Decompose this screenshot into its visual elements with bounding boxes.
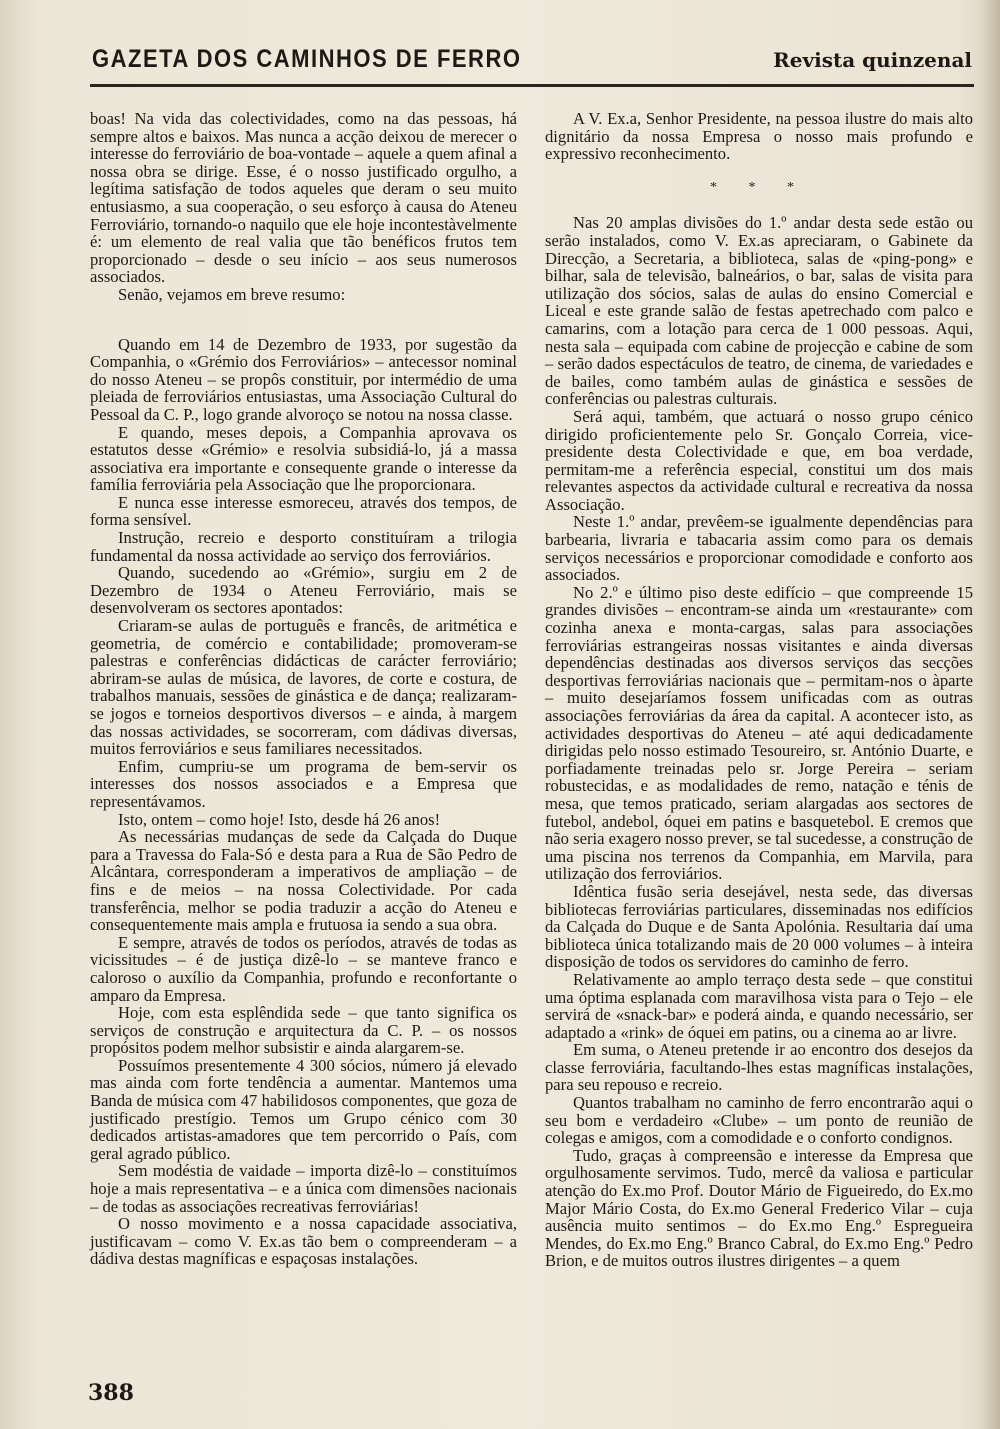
paragraph: Quantos trabalham no caminho de ferro encontrarão aqui o seu bom e verdadeiro «Clube» – um ponto de reunião de colegas e amigos, com a comodidade e o conforto condignos. — [545, 1093, 973, 1148]
section-separator: * * * — [710, 179, 808, 195]
right-text-column — [545, 110, 973, 1270]
paragraph: Será aqui, também, que actuará o nosso grupo cénico dirigido proficientemente pelo Sr. Gonçalo Correia, vice-presidente desta Colectividade e que, em boa verdade, permitam-me a referência especial, constitui um dos mais relevantes aspectos da actividade cultural e recreativa da nossa Associação. — [545, 406, 973, 514]
page-spine-shadow — [982, 0, 1000, 1429]
page-header — [92, 44, 972, 78]
paragraph: Senão, vejamos em breve resumo: — [118, 284, 346, 304]
paragraph: Idêntica fusão seria desejável, nesta sede, das diversas bibliotecas ferroviárias particulares, disseminadas nos edifícios da Calçada do Duque e de Santa Apolónia. Resultaria daí uma biblioteca única totalizando mais de 20 000 volumes – à inteira disposição de todos os servidores do caminho de ferro. — [545, 881, 973, 972]
page-number: 388 — [88, 1380, 134, 1406]
paragraph: Relativamente ao amplo terraço desta sede – que constitui uma óptima esplanada com maravilhosa vista para o Tejo – ele servirá de «snack-bar» e poderá ainda, e quando necessário, ser adaptado a «rink» de óquei em patins, ou a cinema ao ar livre. — [545, 969, 973, 1042]
paragraph: Nas 20 amplas divisões do 1.º andar desta sede estão ou serão instalados, como V. Ex.as apreciaram, o Gabinete da Direcção, a Secretaria, a biblioteca, salas de «ping-pong» e bilhar, sala de televisão, balneários, o bar, salas de visita para utilização dos sócios, salas de aulas do ensino Comercial e Liceal e este grande salão de festas apetrechado com palco e camarins, com a lotação para cerca de 1 000 pessoas. Aqui, nesta sala – equipada com cabine de projecção e cabine de som – serão dados espectáculos de teatro, de cinema, de variedades e de bailes, como também aulas de ginástica e sessões de conferências ou palestras culturais. — [545, 213, 973, 409]
paragraph: Isto, ontem – como hoje! Isto, desde há 26 anos! — [118, 809, 441, 829]
paragraph: Quando em 14 de Dezembro de 1933, por sugestão da Companhia, o «Grémio dos Ferroviários» – antecessor nominal do nosso Ateneu – se propôs constituir, por intermédio de uma pleiada de ferroviários entusiastas, uma Associação Cultural do Pessoal da C. P., logo grande alvoroço se notou na nossa classe. — [90, 334, 517, 424]
paragraph: Tudo, graças à compreensão e interesse da Empresa que orgulhosamente servimos. Tudo, mercê da valiosa e particular atenção do Ex.mo Prof. Doutor Mário de Figueiredo, do Ex.mo Major Mário Costa, do Ex.mo General Frederico Vilar – cuja ausência muito sentimos – do Ex.mo Eng.º Espregueira Mendes, do Ex.mo Eng.º Branco Cabral, do Ex.mo Eng.º Pedro Brion, e de muitos outros ilustres dirigentes – a quem — [545, 1145, 973, 1271]
paragraph: Possuímos presentemente 4 300 sócios, número já elevado mas ainda com forte tendência a aumentar. Mantemos uma Banda de música com 47 habilidosos componentes, que goza de justificado prestígio. Temos um Grupo cénico com 30 dedicados artistas-amadores que tem percorrido o País, com geral agrado público. — [90, 1055, 517, 1163]
publication-title: GAZETA DOS CAMINHOS DE FERRO — [92, 44, 522, 73]
paragraph: Quando, sucedendo ao «Grémio», surgiu em 2 de Dezembro de 1934 o Ateneu Ferroviário, mais se desenvolveram os sectores apontados: — [90, 563, 517, 618]
paragraph: Hoje, com esta esplêndida sede – que tanto significa os serviços de construção e arquitectura da C. P. – os nossos propósitos podem melhor subsistir e ainda alargarem-se. — [90, 1003, 517, 1058]
header-rule — [90, 84, 974, 87]
paragraph: O nosso movimento e a nossa capacidade associativa, justificavam – como V. Ex.as tão bem o compreenderam – a dádiva destas magníficas e espaçosas instalações. — [90, 1214, 517, 1269]
paragraph: E nunca esse interesse esmoreceu, através dos tempos, de forma sensível. — [90, 492, 517, 530]
paragraph: No 2.º e último piso deste edifício – que compreende 15 grandes divisões – encontram-se ainda um «restaurante» com cozinha anexa e monta-cargas, salas para associações ferroviárias estrangeiras nossas visitantes e ainda diversas dependências destinadas aos diversos serviços das secções desportivas ferroviárias nacionais que – permitam-nos o àparte – muito desejaríamos fossem unificadas com as outras associações ferroviárias da área da capital. A acontecer isto, as actividades desportivas do Ateneu – até aqui dedicadamente dirigidas pelo nosso estimado Tesoureiro, sr. António Duarte, e porfiadamente treinadas pelo sr. Jorge Pereira – seriam robustecidas, e as modalidades de remo, natação e ténis de mesa, que temos praticado, seriam alargadas aos sectores de futebol, andebol, óquei em patins e basquetebol. E cremos que não seria exagero nosso prever, se tal sucedesse, a construção de uma piscina nos terrenos da Companhia, em Marvila, para utilização dos ferroviários. — [545, 582, 973, 884]
paragraph: Neste 1.º andar, prevêem-se igualmente dependências para barbearia, livraria e tabacaria assim como para os demais serviços necessários e proporcionar comodidade e conforto aos associados. — [545, 512, 973, 585]
paragraph: A V. Ex.a, Senhor Presidente, na pessoa ilustre do mais alto dignitário da nossa Empresa o nosso mais profundo e expressivo reconhecimento. — [545, 109, 973, 164]
paragraph: Instrução, recreio e desporto constituíram a trilogia fundamental da nossa actividade ao serviço dos ferroviários. — [90, 528, 517, 565]
paragraph: E quando, meses depois, a Companhia aprovava os estatutos desse «Grémio» e resolvia subsidiá-lo, já a massa associativa era importante e consequente grande o interesse da família ferroviária pela Associação que lhe proporcionara. — [90, 422, 517, 495]
paragraph: Sem modéstia de vaidade – importa dizê-lo – constituímos hoje a mais representativa – e a única com dimensões nacionais – de todas as associações recreativas ferroviárias! — [90, 1161, 517, 1216]
paragraph: As necessárias mudanças de sede da Calçada do Duque para a Travessa do Fala-Só e desta para a Rua de São Pedro de Alcântara, corresponderam a imperativos de ampliação – de fins e de meios – na nossa Colectividade. Por cada transferência, melhor se podia traduzir a acção do Ateneu e consequentemente mais ampla e frutuosa ia sendo a sua obra. — [90, 827, 517, 935]
paragraph: Em suma, o Ateneu pretende ir ao encontro dos desejos da classe ferroviária, facultando-lhes estas magníficas instalações, para seu repouso e recreio. — [545, 1040, 973, 1095]
paragraph: boas! Na vida das colectividades, como na das pessoas, há sempre altos e baixos. Mas nunca a acção deixou de merecer o interesse do ferroviário de boa-vontade – aquele a quem afinal a nossa obra se dirige. Esse, é o nosso justificado orgulho, a legítima satisfação de todos aqueles que deram o seu muito entusiasmo, a sua cooperação, o seu esforço à causa do Ateneu Ferroviário, tornando-o naquilo que ele hoje incontestàvelmente é: um elemento de real valia que tão benéficos frutos tem proporcionado – desde o seu início – aos seus numerosos associados. — [90, 109, 517, 287]
publication-tagline: Revista quinzenal — [773, 48, 972, 72]
paragraph: Criaram-se aulas de português e francês, de aritmética e geometria, de comércio e contabilidade; promoveram-se palestras e conferências didácticas de carácter ferroviário; abriram-se aulas de música, de lavores, de corte e costura, de trabalhos manuais, sessões de ginástica e de dança; realizaram-se jogos e torneios desportivos diversos – e ainda, à margem das nossas actividades, se socorreram, com dádivas diversas, muitos ferroviários e seus familiares necessitados. — [90, 616, 517, 759]
left-text-column — [90, 110, 517, 1268]
paragraph: E sempre, através de todos os períodos, através de todas as vicissitudes – é de justiça dizê-lo – se manteve franco e caloroso o auxílio da Companhia, profundo e reconfortante o amparo da Empresa. — [90, 932, 517, 1005]
paragraph: Enfim, cumpriu-se um programa de bem-servir os interesses dos nossos associados e a Empresa que representávamos. — [90, 756, 517, 811]
